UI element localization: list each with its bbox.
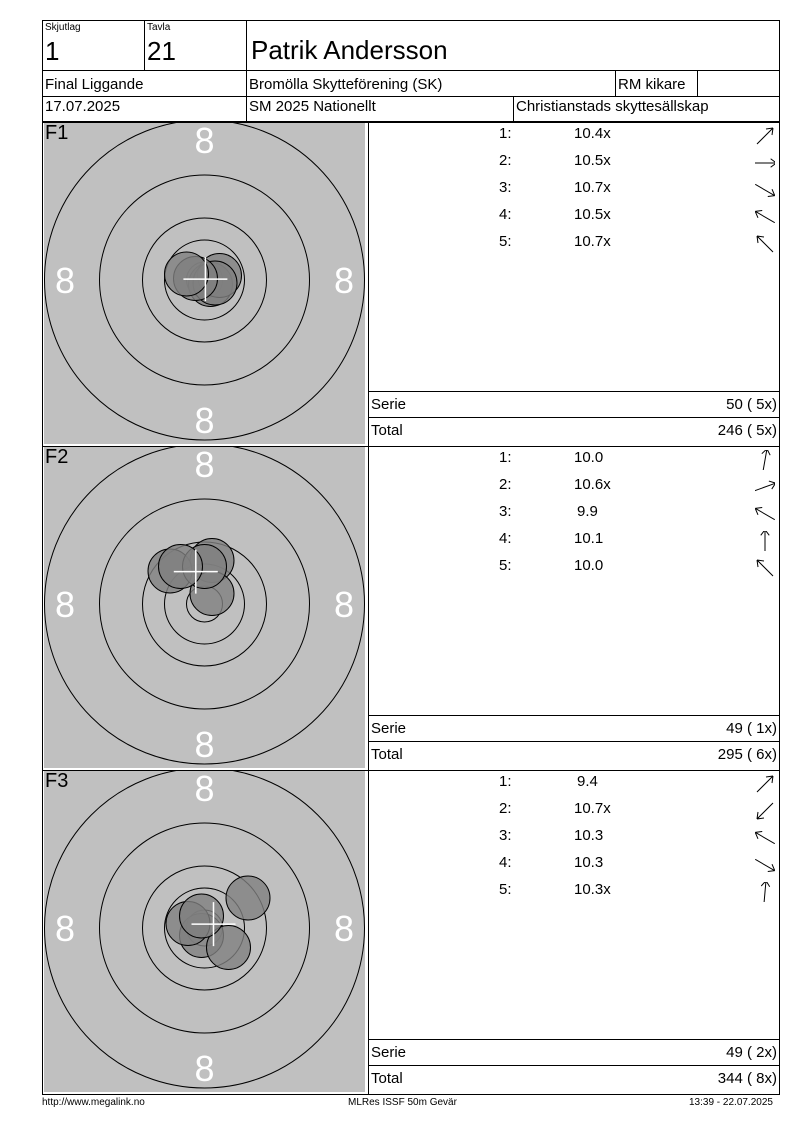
direction-arrow-icon	[755, 504, 775, 524]
shot-number: 1:	[499, 449, 512, 466]
serie-label: Serie	[371, 720, 407, 737]
shooter-name: Patrik Andersson	[251, 35, 448, 65]
serie-row	[369, 715, 779, 743]
shot-hole	[226, 876, 270, 920]
total-value: 295 ( 6x)	[717, 746, 777, 763]
target-svg	[44, 447, 365, 768]
shot-score: 10.3	[574, 827, 604, 844]
series-id: F1	[45, 123, 69, 144]
serie-value: 49 ( 2x)	[726, 1044, 777, 1061]
shot-number: 4:	[499, 206, 512, 223]
shooter-name-cell	[246, 20, 780, 71]
footer-timestamp: 13:39 - 22.07.2025	[689, 1097, 773, 1108]
serie-row	[369, 1039, 779, 1067]
target-number-label: Tavla	[147, 22, 171, 33]
shot-score: 10.7x	[574, 179, 611, 196]
competition-cell	[246, 96, 514, 122]
class-name: RM kikare	[618, 76, 686, 93]
direction-arrow-icon	[755, 828, 775, 848]
shots-panel	[368, 446, 780, 771]
shot-score: 10.6x	[574, 476, 611, 493]
target-number-value: 21	[147, 36, 176, 66]
shot-score: 9.9	[577, 503, 598, 520]
series-id: F3	[45, 771, 69, 792]
ring-label: 8	[194, 1048, 215, 1089]
organizer-name: Christianstads skyttesällskap	[516, 98, 709, 115]
shot-number: 2:	[499, 476, 512, 493]
ring-label: 8	[54, 584, 76, 625]
ring-label: 8	[194, 447, 215, 485]
ring-label: 8	[333, 260, 355, 301]
shot-number: 3:	[499, 827, 512, 844]
total-value: 344 ( 8x)	[717, 1070, 777, 1087]
class-cell	[615, 70, 698, 97]
shot-number: 3:	[499, 503, 512, 520]
total-label: Total	[371, 746, 403, 763]
ring-label: 8	[194, 400, 215, 441]
target-image	[44, 771, 365, 1092]
shots-panel	[368, 770, 780, 1095]
target-svg	[44, 123, 365, 444]
shot-number: 3:	[499, 179, 512, 196]
shot-score: 10.4x	[574, 125, 611, 142]
shot-number: 4:	[499, 854, 512, 871]
direction-arrow-icon	[755, 558, 775, 578]
target-image	[44, 447, 365, 768]
shot-score: 10.5x	[574, 152, 611, 169]
shooting-team-cell	[42, 20, 145, 71]
shot-score: 10.1	[574, 530, 604, 547]
ring-label: 8	[194, 771, 215, 809]
shot-score: 10.3x	[574, 881, 611, 898]
organizer-cell	[513, 96, 780, 122]
total-row	[369, 417, 779, 447]
footer-software: MLRes ISSF 50m Gevär	[348, 1097, 457, 1108]
shot-number: 4:	[499, 530, 512, 547]
direction-arrow-icon	[755, 153, 775, 173]
shot-score: 10.5x	[574, 206, 611, 223]
direction-arrow-icon	[755, 450, 775, 470]
shooting-team-value: 1	[45, 36, 60, 66]
total-row	[369, 1065, 779, 1095]
shot-score: 10.7x	[574, 800, 611, 817]
shot-number: 1:	[499, 773, 512, 790]
shot-score: 10.0	[574, 449, 604, 466]
ring-label: 8	[54, 260, 76, 301]
direction-arrow-icon	[755, 855, 775, 875]
serie-row	[369, 391, 779, 419]
serie-value: 49 ( 1x)	[726, 720, 777, 737]
serie-label: Serie	[371, 1044, 407, 1061]
class-extra-cell	[697, 70, 780, 97]
date: 17.07.2025	[45, 98, 121, 115]
shot-number: 5:	[499, 557, 512, 574]
total-label: Total	[371, 1070, 403, 1087]
shooting-team-label: Skjutlag	[45, 22, 81, 33]
shots-panel	[368, 122, 780, 447]
target-svg	[44, 771, 365, 1092]
direction-arrow-icon	[755, 207, 775, 227]
direction-arrow-icon	[755, 477, 775, 497]
total-value: 246 ( 5x)	[717, 422, 777, 439]
ring-label: 8	[333, 908, 355, 949]
target-image	[44, 123, 365, 444]
date-cell	[42, 96, 247, 122]
target-number-cell	[144, 20, 247, 71]
direction-arrow-icon	[755, 531, 775, 551]
club-cell	[246, 70, 616, 97]
total-label: Total	[371, 422, 403, 439]
shot-score: 10.3	[574, 854, 604, 871]
shot-hole	[165, 252, 209, 296]
club-name: Bromölla Skytteförening (SK)	[249, 76, 443, 93]
ring-label: 8	[333, 584, 355, 625]
shot-hole	[180, 894, 224, 938]
shot-number: 2:	[499, 152, 512, 169]
ring-label: 8	[194, 123, 215, 161]
shot-number: 5:	[499, 881, 512, 898]
competition-name: SM 2025 Nationellt	[249, 98, 376, 115]
footer-url: http://www.megalink.no	[42, 1097, 145, 1108]
ring-label: 8	[194, 724, 215, 765]
serie-label: Serie	[371, 396, 407, 413]
direction-arrow-icon	[755, 774, 775, 794]
direction-arrow-icon	[755, 126, 775, 146]
event-name: Final Liggande	[45, 76, 144, 93]
shot-number: 5:	[499, 233, 512, 250]
serie-value: 50 ( 5x)	[726, 396, 777, 413]
total-row	[369, 741, 779, 771]
ring-label: 8	[54, 908, 76, 949]
shot-score: 10.7x	[574, 233, 611, 250]
shot-score: 10.0	[574, 557, 604, 574]
shot-number: 2:	[499, 800, 512, 817]
shot-score: 9.4	[577, 773, 598, 790]
direction-arrow-icon	[755, 180, 775, 200]
series-id: F2	[45, 447, 69, 468]
direction-arrow-icon	[755, 882, 775, 902]
direction-arrow-icon	[755, 801, 775, 821]
event-cell	[42, 70, 247, 97]
direction-arrow-icon	[755, 234, 775, 254]
shot-number: 1:	[499, 125, 512, 142]
